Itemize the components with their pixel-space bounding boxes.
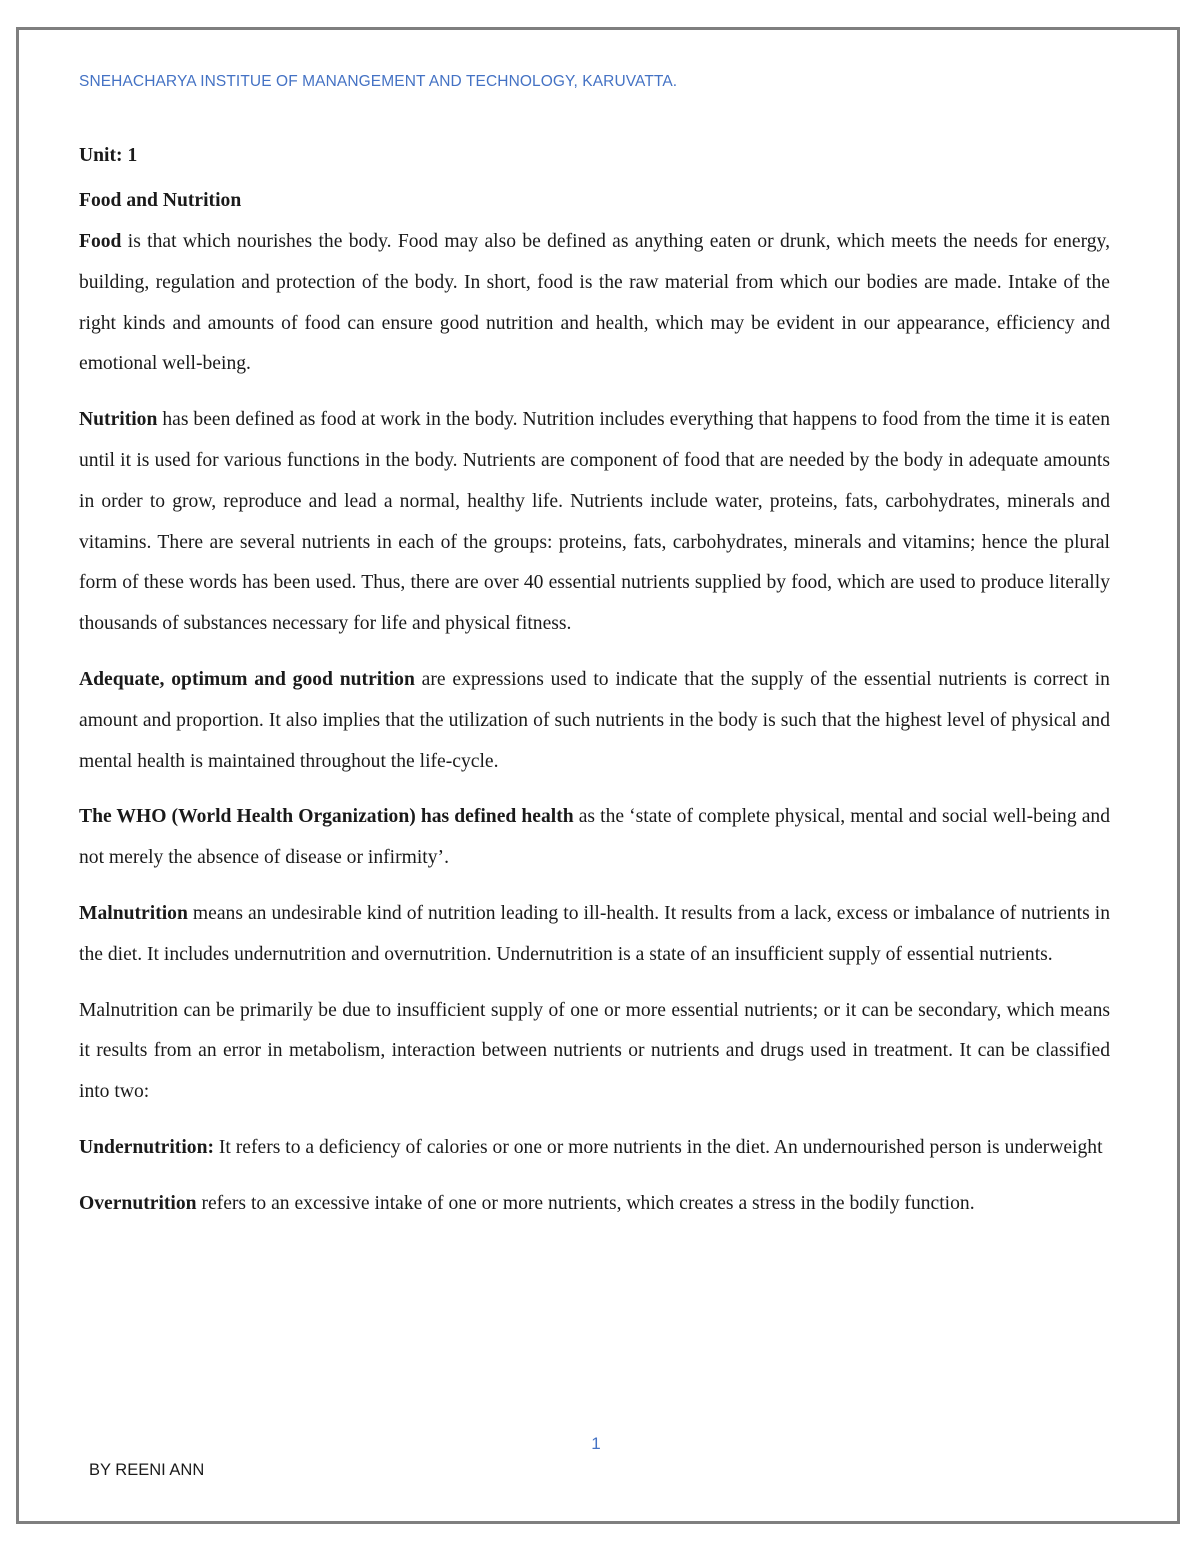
page-number: 1	[591, 1434, 601, 1453]
paragraph-food	[79, 222, 1110, 385]
text-malnutrition: means an undesirable kind of nutrition leading to ill-health. It results from a lack, excess or imbalance of nutrients in the diet. It includes undernutrition and overnutrition. Undernutrition is a state of an insufficient supply of essential nutrients.	[79, 902, 1110, 965]
section-title: Food and Nutrition	[79, 190, 242, 211]
paragraph-nutrition	[79, 400, 1110, 645]
term-food: Food	[79, 231, 122, 252]
text-adequate: are expressions used to indicate that the supply of the essential nutrients is correct in amount and proportion. It also implies that the utilization of such nutrients in the body is such that the highest level of physical and mental health is maintained throughout the life-cycle.	[79, 668, 1110, 772]
paragraph-who	[79, 797, 1110, 879]
institute-header: SNEHACHARYA INSTITUE OF MANANGEMENT AND TECHNOLOGY, KARUVATTA.	[79, 73, 678, 90]
paragraph-adequate	[79, 660, 1110, 782]
paragraph-malnutrition-types: Malnutrition can be primarily be due to insufficient supply of one or more essential nutrients; or it can be secondary, which means it results from an error in metabolism, interaction between nutrients or nutrients and drugs used in treatment. It can be classified into two:	[79, 999, 1110, 1103]
text-food: is that which nourishes the body. Food may also be defined as anything eaten or drunk, which meets the needs for energy, building, regulation and protection of the body. In short, food is the raw material from which our bodies are made. Intake of the right kinds and amounts of food can ensure good nutrition and health, which may be evident in our appearance, efficiency and emotional well-being.	[79, 231, 1110, 375]
term-malnutrition: Malnutrition	[79, 902, 188, 924]
term-undernutrition: Undernutrition:	[79, 1136, 214, 1158]
text-who: as the ‘state of complete physical, mental and social well-being and not merely the absence of disease or infirmity’.	[79, 806, 1110, 869]
paragraph-overnutrition	[79, 1184, 1110, 1225]
term-adequate: Adequate, optimum and good nutrition	[79, 668, 415, 690]
term-nutrition: Nutrition	[79, 409, 158, 431]
text-overnutrition: refers to an excessive intake of one or more nutrients, which creates a stress in the bodily function.	[196, 1192, 975, 1214]
unit-label: Unit: 1	[79, 145, 138, 166]
author-footer: BY REENI ANN	[89, 1461, 205, 1479]
text-nutrition: has been defined as food at work in the body. Nutrition includes everything that happens to food from the time it is eaten until it is used for various functions in the body. Nutrients are component of food that are needed by the body in adequate amounts in order to grow, reproduce and lead a normal, healthy life. Nutrients include water, proteins, fats, carbohydrates, minerals and vitamins. There are several nutrients in each of the groups: proteins, fats, carbohydrates, minerals and vitamins; hence the plural form of these words has been used. Thus, there are over 40 essential nutrients supplied by food, which are used to produce literally thousands of substances necessary for life and physical fitness.	[79, 409, 1110, 635]
term-who: The WHO (World Health Organization) has defined health	[79, 806, 574, 828]
document-body	[79, 142, 1110, 1225]
text-undernutrition: It refers to a deficiency of calories or one or more nutrients in the diet. An undernourished person is underweight	[214, 1136, 1103, 1158]
paragraph-undernutrition	[79, 1128, 1110, 1169]
paragraph-malnutrition	[79, 894, 1110, 976]
term-overnutrition: Overnutrition	[79, 1192, 197, 1214]
